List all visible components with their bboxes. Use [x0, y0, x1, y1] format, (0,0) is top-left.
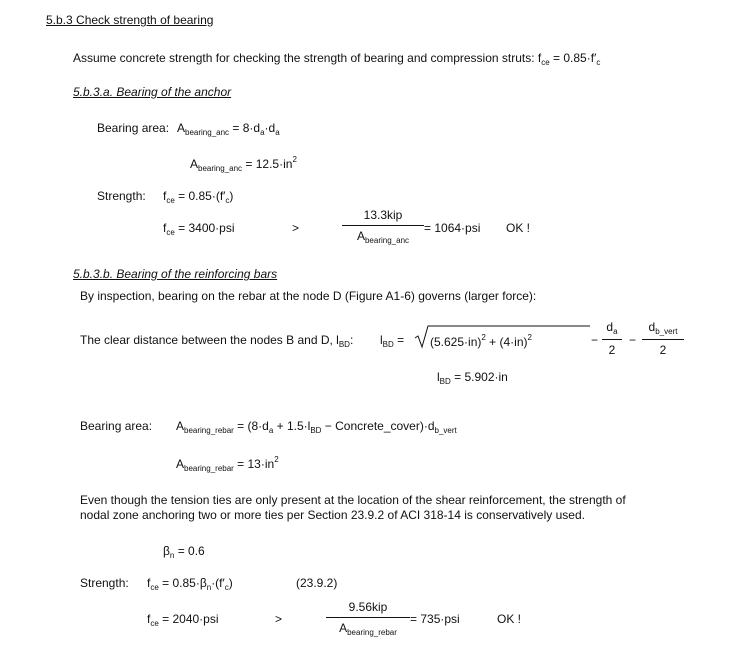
anchor-area-eq2: [190, 156, 297, 173]
anchor-strength-eq1: [163, 190, 233, 205]
anchor-area-label: Bearing area:: [97, 121, 170, 135]
lbd-result: [437, 371, 508, 386]
eq-a: A: [190, 157, 199, 171]
eq-a-sub: bearing_rebar: [184, 426, 234, 435]
frac-num: 9.56kip: [348, 600, 388, 614]
eq-a-sub: bearing_anc: [198, 164, 243, 173]
eq-a: A: [176, 419, 185, 433]
eq-f-sub: ce: [166, 196, 175, 205]
lbd-frac-db: [642, 320, 684, 357]
eq-part3-sub: b_vert: [434, 426, 457, 435]
assumption-line: [73, 52, 600, 67]
frac-den: 2: [608, 343, 616, 357]
eq-f-sub: ce: [150, 619, 159, 628]
lbd-sqrt: [414, 324, 590, 350]
eq-rhs: = 8·d: [229, 121, 261, 135]
rebar-strength-eq1: [147, 577, 233, 592]
eq-rhs-end: ): [229, 189, 234, 203]
assumption-rhs: = 0.85·f: [549, 51, 595, 65]
lbd-minus-2: −: [629, 333, 637, 347]
frac-den: [326, 618, 410, 637]
eq-f: f: [163, 221, 167, 235]
frac-num: [602, 320, 622, 339]
radicand-sq1: 2: [481, 333, 486, 342]
assumption-f: f: [537, 51, 542, 65]
frac-num-d: d: [648, 320, 656, 334]
rebar-inspection: By inspection, bearing on the rebar at the node D (Figure A1-6) governs (larger force):: [80, 289, 537, 303]
eq-rhs-sub2: a: [275, 128, 280, 137]
rebar-fraction: [326, 600, 410, 637]
anchor-result: = 1064·psi: [424, 221, 481, 235]
rebar-area-label: Bearing area:: [80, 419, 153, 433]
clear-text: The clear distance between the nodes B and D, l: [80, 333, 339, 347]
eq-sup: 2: [292, 155, 297, 164]
eq-part3: − Concrete_cover)·d: [321, 419, 435, 433]
radicand-sq2: 2: [527, 333, 532, 342]
frac-num-d: d: [606, 320, 614, 334]
frac-den-a: A: [356, 229, 365, 243]
lbd-radicand: [430, 334, 532, 348]
eq-part2-sub: c: [224, 583, 229, 592]
lbd-l: l: [437, 370, 440, 384]
eq-f-sub: ce: [150, 583, 159, 592]
eq-rhs: = 12.5·in: [242, 157, 293, 171]
rebar-result: = 735·psi: [410, 612, 460, 626]
section-title: 5.b.3 Check strength of bearing: [46, 13, 214, 27]
frac-den: [342, 226, 424, 245]
eq-part3: ): [228, 576, 233, 590]
anchor-strength-label: Strength:: [97, 189, 146, 203]
assumption-rhs-sub: c: [596, 58, 601, 67]
frac-num-sub: a: [613, 327, 618, 336]
eq-rhs: = 3400·psi: [174, 221, 235, 235]
rebar-area-eq2: [176, 456, 279, 473]
eq-a-sub: bearing_anc: [185, 128, 230, 137]
eq-part1: = 0.85·β: [158, 576, 207, 590]
rebar-strength-ref: (23.9.2): [296, 576, 338, 590]
lbd-frac-da: [602, 320, 622, 357]
frac-num: [642, 320, 684, 339]
anchor-fraction: [342, 208, 424, 245]
frac-den: 2: [659, 343, 667, 357]
eq-a: A: [176, 457, 185, 471]
anchor-compare: >: [292, 221, 300, 235]
eq-part1: = (8·d: [233, 419, 269, 433]
frac-num-sub: b_vert: [655, 327, 678, 336]
eq-part2-sub: BD: [310, 426, 322, 435]
frac-num: 13.3kip: [363, 208, 403, 222]
assumption-text: Assume concrete strength for checking the strength of bearing and compression struts:: [73, 51, 538, 65]
beta-sub: n: [169, 551, 175, 560]
beta-val: = 0.6: [174, 544, 205, 558]
clear-sub: BD: [338, 340, 350, 349]
rebar-paragraph: Even though the tension ties are only present at the location of the shear reinforcement, the strength of nodal zone anchoring two or more ties per Section 23.9.2 of ACI 318-14 is conservatively used.: [80, 493, 626, 522]
rebar-ok: OK !: [497, 612, 522, 626]
clear-colon: :: [349, 333, 354, 347]
eq-rhs: = 2040·psi: [158, 612, 219, 626]
anchor-strength-eq2: [163, 222, 235, 237]
anchor-area-eq1: [177, 122, 280, 137]
eq-rhs: = 13·in: [233, 457, 275, 471]
rebar-area-eq1: [176, 420, 457, 435]
eq-part2: + 1.5·l: [273, 419, 311, 433]
rebar-title: 5.b.3.b. Bearing of the reinforcing bars: [73, 267, 278, 281]
eq-rhs-prime: ′: [223, 189, 226, 203]
eq-rhs-sub: c: [225, 196, 230, 205]
lbd-sub: BD: [382, 340, 394, 349]
radicand-1: (5.625·in): [430, 335, 482, 349]
eq-a-sub: bearing_rebar: [184, 464, 234, 473]
eq-rhs-sub1: a: [260, 128, 265, 137]
eq-f: f: [147, 612, 151, 626]
eq-a: A: [177, 121, 186, 135]
rebar-strength-eq2: [147, 613, 219, 628]
eq-f: f: [147, 576, 151, 590]
eq-part1-sub: a: [268, 426, 274, 435]
beta-sym: β: [163, 544, 170, 558]
lbd-value: = 5.902·in: [450, 370, 508, 384]
rebar-strength-label: Strength:: [80, 576, 129, 590]
lbd-l: l: [380, 333, 383, 347]
rebar-clear-text: [80, 334, 353, 349]
eq-f-sub: ce: [166, 228, 175, 237]
assumption-f-sub: ce: [541, 58, 550, 67]
lbd-lhs: [380, 334, 404, 349]
eq-part2-prime: ′: [222, 576, 225, 590]
beta-n: [163, 545, 205, 560]
eq-f: f: [163, 189, 167, 203]
lbd-eq: =: [393, 333, 405, 347]
radicand-2: + (4·in): [485, 335, 528, 349]
anchor-ok: OK !: [506, 221, 531, 235]
eq-part1-sub: n: [206, 583, 212, 592]
lbd-sub: BD: [439, 377, 451, 386]
frac-den-sub: bearing_rebar: [347, 628, 397, 637]
eq-rhs-mid: ·d: [264, 121, 276, 135]
assumption-rhs-prime: ′: [594, 51, 597, 65]
frac-den-sub: bearing_anc: [364, 236, 410, 245]
frac-den-a: A: [339, 621, 348, 635]
eq-part2: ·(f: [211, 576, 223, 590]
eq-sup: 2: [274, 455, 279, 464]
anchor-title: 5.b.3.a. Bearing of the anchor: [73, 85, 232, 99]
rebar-compare: >: [275, 612, 283, 626]
eq-rhs: = 0.85·(f: [174, 189, 224, 203]
lbd-minus-1: −: [591, 333, 599, 347]
